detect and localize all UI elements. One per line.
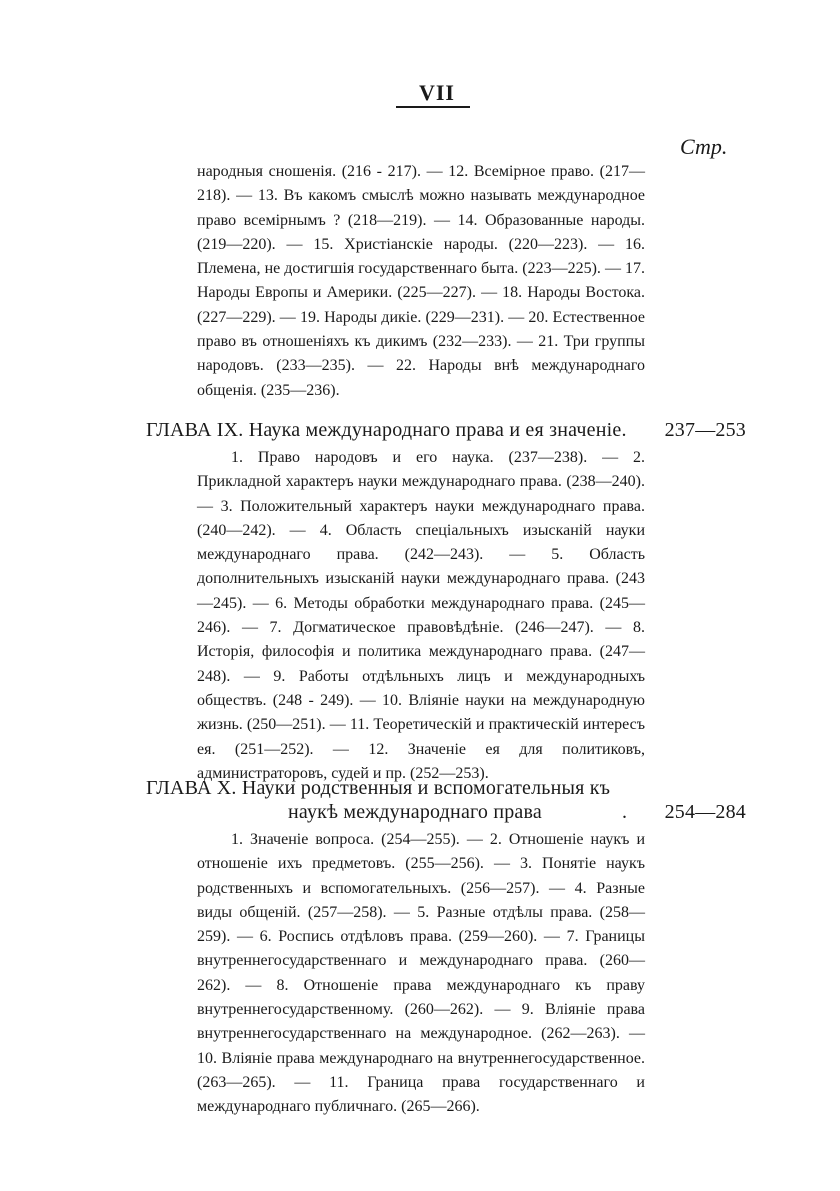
chapter-x-heading xyxy=(146,776,746,823)
header-rule xyxy=(396,106,470,108)
chapter-ix-pages: 237—253 xyxy=(664,419,746,441)
chapter-x-summary: 1. Значеніе вопроса. (254—255). — 2. Отношеніе наукъ и отношеніе ихъ предметовъ. (255—256). — 3. Понятіе наукъ родственныхъ и вспомогательныхъ. (256—257). — 4. Разные виды общеній. (257—258). — 5. Разные отдѣлы права. (258—259). — 6. Роспись отдѣловъ права. (259—260). — 7. Границы внутреннегосударственнаго и международнаго права. (260—262). — 8. Отношеніе права международнаго къ праву внутреннегосударственному. (260—262). — 9. Вліяніе права внутреннегосударственнаго на международное. (262—263). — 10. Вліяніе права международнаго на внутреннегосударственное. (263—265). — 11. Граница права государственнаго и международнаго публичнаго. (265—266). xyxy=(197,831,645,1116)
chapter-ix-label: ГЛАВА IX. xyxy=(146,419,244,441)
chapter-x-label: ГЛАВА X. xyxy=(146,777,237,799)
chapter-x-pages: 254—284 xyxy=(664,801,746,823)
chapter-x-title-line1: Науки родственныя и вспомогательныя къ xyxy=(241,777,611,799)
chapter-ix-title: Наука международнаго права и ея значеніе. xyxy=(248,419,627,441)
pages-column-label: Стр. xyxy=(680,134,728,159)
chapter-x-title-line2: наукѣ международнаго права xyxy=(288,801,542,823)
chapter-ix-heading xyxy=(146,418,746,442)
chapter-ix-summary: 1. Право народовъ и его наука. (237—238). — 2. Прикладной характеръ науки международнаго права. (238—240). — 3. Положительный характеръ науки международнаго права. (240—242). — 4. Область спеціальныхъ изысканій науки международнаго права. (242—243). — 5. Область дополнительныхъ изысканій науки международнаго права. (243—245). — 6. Методы обработки международнаго права. (245—246). — 7. Догматическое правовѣдѣніе. (246—247). — 8. Исторія, философія и политика международнаго права. (247—248). — 9. Работы отдѣльныхъ лицъ и международныхъ обществъ. (248 - 249). — 10. Вліяніе науки на международную жизнь. (250—251). — 11. Теоретическій и практическій интересъ ея. (251—252). — 12. Значеніе ея для политиковъ, администраторовъ, судей и пр. (252—253). xyxy=(197,449,645,782)
page-number: VII xyxy=(418,80,455,105)
continuation-paragraph: народныя сношенія. (216 - 217). — 12. Всемірное право. (217—218). — 13. Въ какомъ смыслѣ можно называть международное право всемірнымъ ? (218—219). — 14. Образованные народы. (219—220). — 15. Христіанскіе народы. (220—223). — 16. Племена, не достигшія государственнаго быта. (223—225). — 17. Народы Европы и Америки. (225—227). — 18. Народы Востока. (227—229). — 19. Народы дикіе. (229—231). — 20. Естественное право въ отношеніяхъ къ дикимъ (232—233). — 21. Три группы народовъ. (233—235). — 22. Народы внѣ международнаго общенія. (235—236). xyxy=(197,163,645,399)
chapter-x-leader: . xyxy=(622,801,628,823)
